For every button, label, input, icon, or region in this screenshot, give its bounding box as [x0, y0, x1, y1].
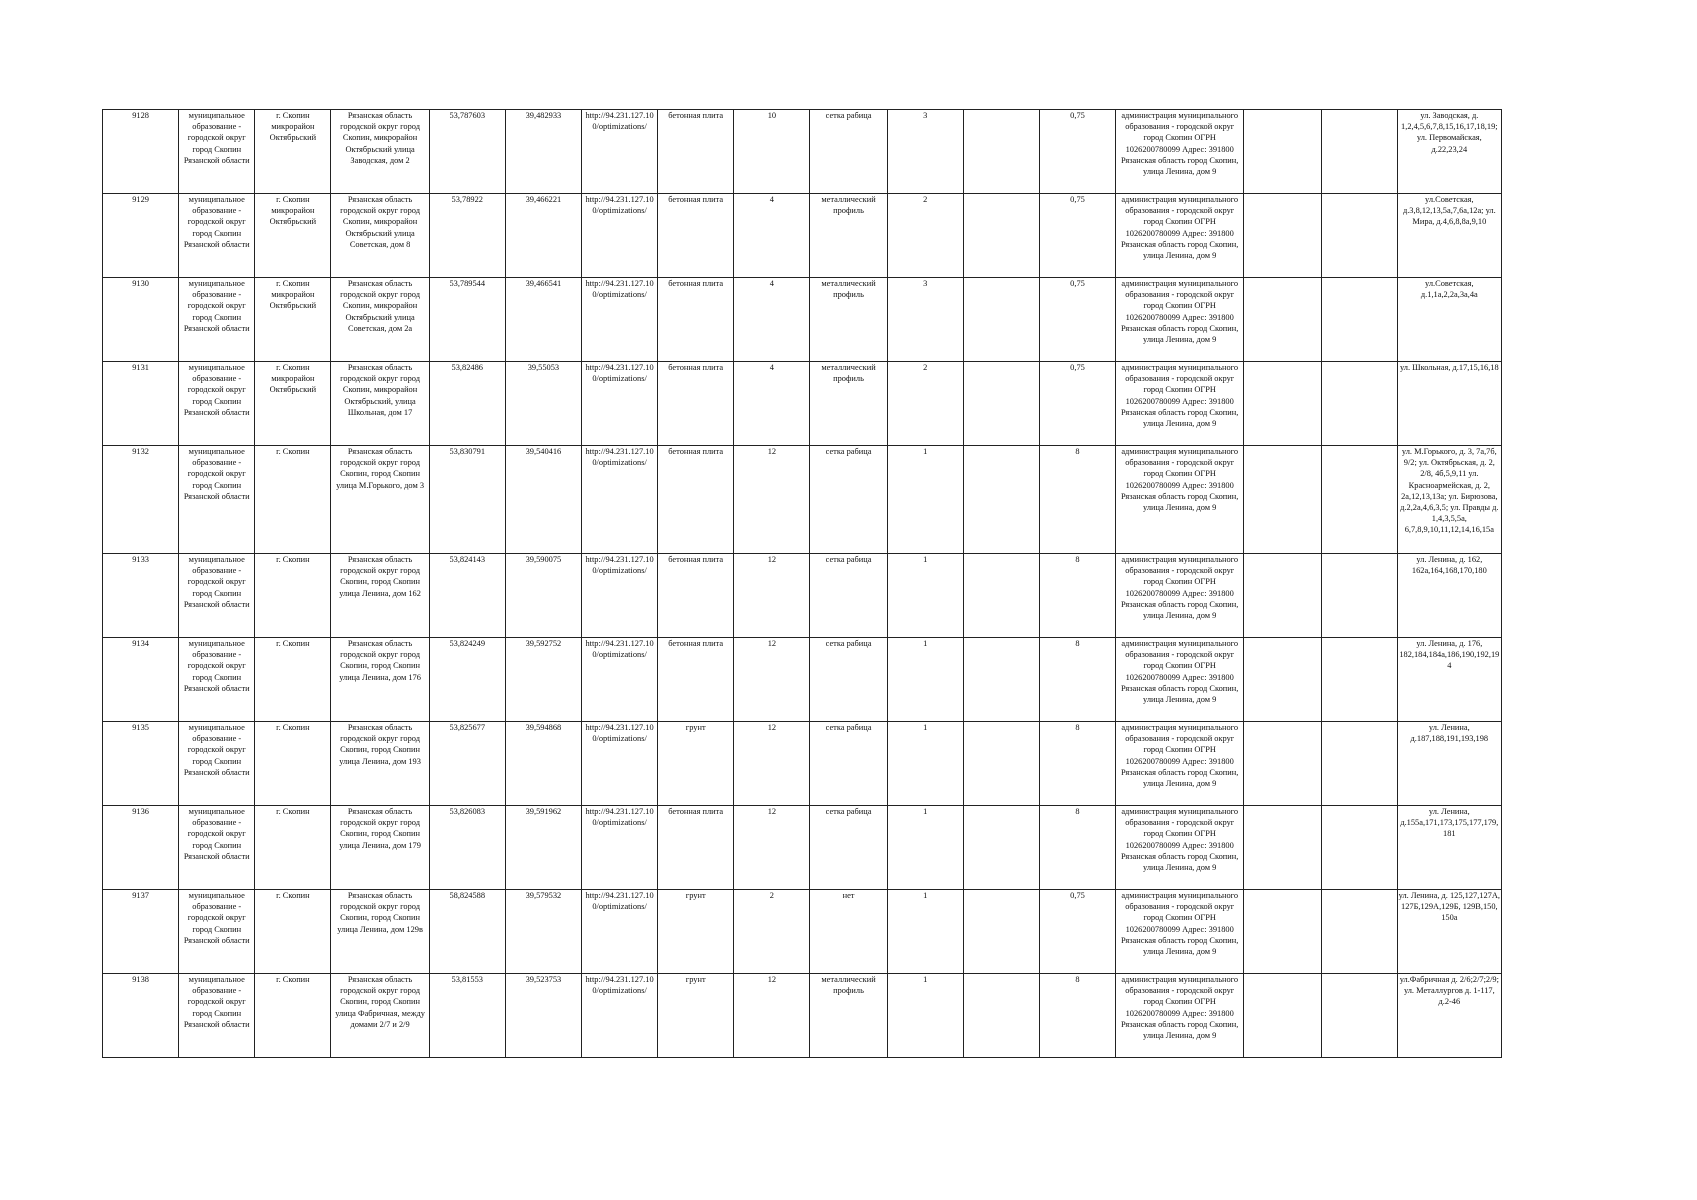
- cell-empty: [1244, 974, 1321, 1058]
- cell-longitude: 39,594868: [505, 722, 581, 806]
- cell-url: http://94.231.127.100/optimizations/: [581, 554, 657, 638]
- cell-area: 10: [734, 110, 810, 194]
- cell-served-addresses: ул. М.Горького, д. 3, 7а,7б, 9/2; ул. Октябрьская, д. 2, 2/8, 4б,5,9,11 ул. Красноармейская, д. 2, 2а,12,13,13а; ул. Бирюзова, д.2,2а,4,6,3,5; ул. Правды д. 1,4,3,5,5а, 6,7,8,9,10,11,12,14,16,15а: [1397, 446, 1501, 554]
- cell-empty: [1244, 638, 1321, 722]
- cell-locality: г. Скопин: [255, 638, 331, 722]
- cell-served-addresses: ул. Ленина, д.155а,171,173,175,177,179,181: [1397, 806, 1501, 890]
- cell-url: http://94.231.127.100/optimizations/: [581, 638, 657, 722]
- cell-surface: бетонная плита: [658, 446, 734, 554]
- cell-longitude: 39,482933: [505, 110, 581, 194]
- cell-administration: администрация муниципального образования - городской округ город Скопин ОГРН 1026200780099 Адрес: 391800 Рязанская область город Скопин, улица Ленина, дом 9: [1116, 638, 1244, 722]
- cell-owner: муниципальное образование - городской округ город Скопин Рязанской области: [179, 362, 255, 446]
- cell-longitude: 39,590075: [505, 554, 581, 638]
- cell-administration: администрация муниципального образования - городской округ город Скопин ОГРН 1026200780099 Адрес: 391800 Рязанская область город Скопин, улица Ленина, дом 9: [1116, 278, 1244, 362]
- cell-empty: [1321, 974, 1397, 1058]
- cell-address: Рязанская область городской округ город Скопин, микрорайон Октябрьский улица Заводская, дом 2: [331, 110, 429, 194]
- cell-fence: металлический профиль: [810, 974, 887, 1058]
- cell-fence: сетка рабица: [810, 554, 887, 638]
- cell-locality: г. Скопин: [255, 890, 331, 974]
- cell-owner: муниципальное образование - городской округ город Скопин Рязанской области: [179, 278, 255, 362]
- cell-administration: администрация муниципального образования - городской округ город Скопин ОГРН 1026200780099 Адрес: 391800 Рязанская область город Скопин, улица Ленина, дом 9: [1116, 554, 1244, 638]
- cell-latitude: 53,824249: [429, 638, 505, 722]
- cell-owner: муниципальное образование - городской округ город Скопин Рязанской области: [179, 722, 255, 806]
- cell-latitude: 53,78922: [429, 194, 505, 278]
- cell-url: http://94.231.127.100/optimizations/: [581, 890, 657, 974]
- table-row: [103, 806, 1502, 890]
- cell-administration: администрация муниципального образования - городской округ город Скопин ОГРН 1026200780099 Адрес: 391800 Рязанская область город Скопин, улица Ленина, дом 9: [1116, 110, 1244, 194]
- cell-surface: бетонная плита: [658, 554, 734, 638]
- cell-volume: 8: [1039, 638, 1115, 722]
- cell-containers: 1: [887, 638, 963, 722]
- cell-containers: 1: [887, 554, 963, 638]
- cell-surface: бетонная плита: [658, 362, 734, 446]
- cell-empty: [1321, 446, 1397, 554]
- cell-url: http://94.231.127.100/optimizations/: [581, 446, 657, 554]
- cell-address: Рязанская область городской округ город Скопин, город Скопин улица Ленина, дом 162: [331, 554, 429, 638]
- cell-longitude: 39,592752: [505, 638, 581, 722]
- cell-administration: администрация муниципального образования - городской округ город Скопин ОГРН 1026200780099 Адрес: 391800 Рязанская область город Скопин, улица Ленина, дом 9: [1116, 806, 1244, 890]
- cell-surface: бетонная плита: [658, 806, 734, 890]
- cell-area: 12: [734, 722, 810, 806]
- cell-volume: 0,75: [1039, 194, 1115, 278]
- cell-latitude: 53,787603: [429, 110, 505, 194]
- registry-table: [102, 109, 1502, 1058]
- cell-served-addresses: ул. Ленина, д.187,188,191,193,198: [1397, 722, 1501, 806]
- cell-surface: грунт: [658, 890, 734, 974]
- cell-containers: 1: [887, 890, 963, 974]
- table-row: [103, 722, 1502, 806]
- cell-url: http://94.231.127.100/optimizations/: [581, 110, 657, 194]
- cell-empty: [1321, 554, 1397, 638]
- cell-id: 9128: [103, 110, 179, 194]
- cell-address: Рязанская область городской округ город Скопин, микрорайон Октябрьский улица Советская, дом 8: [331, 194, 429, 278]
- cell-longitude: 39,466541: [505, 278, 581, 362]
- registry-rows: [103, 110, 1502, 1058]
- cell-address: Рязанская область городской округ город Скопин, город Скопин улица Ленина, дом 179: [331, 806, 429, 890]
- cell-surface: бетонная плита: [658, 110, 734, 194]
- cell-empty: [1244, 806, 1321, 890]
- cell-empty: [1244, 554, 1321, 638]
- cell-area: 12: [734, 554, 810, 638]
- cell-longitude: 39,466221: [505, 194, 581, 278]
- cell-id: 9138: [103, 974, 179, 1058]
- cell-empty: [1321, 638, 1397, 722]
- cell-owner: муниципальное образование - городской округ город Скопин Рязанской области: [179, 890, 255, 974]
- cell-area: 4: [734, 194, 810, 278]
- cell-id: 9134: [103, 638, 179, 722]
- cell-locality: г. Скопин микрорайон Октябрьский: [255, 194, 331, 278]
- cell-empty: [1244, 722, 1321, 806]
- cell-longitude: 39,540416: [505, 446, 581, 554]
- cell-volume: 8: [1039, 806, 1115, 890]
- cell-empty: [1321, 806, 1397, 890]
- cell-containers: 1: [887, 974, 963, 1058]
- cell-volume: 0,75: [1039, 110, 1115, 194]
- cell-id: 9137: [103, 890, 179, 974]
- cell-longitude: 39,591962: [505, 806, 581, 890]
- cell-id: 9129: [103, 194, 179, 278]
- cell-administration: администрация муниципального образования - городской округ город Скопин ОГРН 1026200780099 Адрес: 391800 Рязанская область город Скопин, улица Ленина, дом 9: [1116, 890, 1244, 974]
- cell-containers: 3: [887, 110, 963, 194]
- cell-url: http://94.231.127.100/optimizations/: [581, 806, 657, 890]
- cell-address: Рязанская область городской округ город Скопин, город Скопин улица Фабричная, между домами 2/7 и 2/9: [331, 974, 429, 1058]
- cell-id: 9131: [103, 362, 179, 446]
- cell-locality: г. Скопин микрорайон Октябрьский: [255, 278, 331, 362]
- cell-locality: г. Скопин: [255, 974, 331, 1058]
- table-row: [103, 446, 1502, 554]
- cell-containers: 1: [887, 446, 963, 554]
- cell-owner: муниципальное образование - городской округ город Скопин Рязанской области: [179, 446, 255, 554]
- table-row: [103, 362, 1502, 446]
- cell-volume: 0,75: [1039, 278, 1115, 362]
- cell-address: Рязанская область городской округ город Скопин, микрорайон Октябрьский, улица Школьная, дом 17: [331, 362, 429, 446]
- cell-administration: администрация муниципального образования - городской округ город Скопин ОГРН 1026200780099 Адрес: 391800 Рязанская область город Скопин, улица Ленина, дом 9: [1116, 362, 1244, 446]
- cell-address: Рязанская область городской округ город Скопин, город Скопин улица Ленина, дом 129в: [331, 890, 429, 974]
- cell-surface: бетонная плита: [658, 638, 734, 722]
- cell-surface: грунт: [658, 974, 734, 1058]
- cell-fence: сетка рабица: [810, 638, 887, 722]
- cell-containers: 2: [887, 362, 963, 446]
- cell-containers: 2: [887, 194, 963, 278]
- cell-owner: муниципальное образование - городской округ город Скопин Рязанской области: [179, 806, 255, 890]
- cell-empty: [963, 806, 1039, 890]
- cell-empty: [963, 446, 1039, 554]
- cell-latitude: 53,824143: [429, 554, 505, 638]
- cell-empty: [963, 974, 1039, 1058]
- cell-area: 12: [734, 638, 810, 722]
- cell-volume: 8: [1039, 446, 1115, 554]
- cell-volume: 0,75: [1039, 890, 1115, 974]
- cell-url: http://94.231.127.100/optimizations/: [581, 194, 657, 278]
- cell-administration: администрация муниципального образования - городской округ город Скопин ОГРН 1026200780099 Адрес: 391800 Рязанская область город Скопин, улица Ленина, дом 9: [1116, 974, 1244, 1058]
- cell-locality: г. Скопин: [255, 554, 331, 638]
- cell-id: 9135: [103, 722, 179, 806]
- cell-empty: [963, 278, 1039, 362]
- table-row: [103, 638, 1502, 722]
- cell-fence: сетка рабица: [810, 110, 887, 194]
- cell-empty: [1244, 278, 1321, 362]
- cell-volume: 8: [1039, 722, 1115, 806]
- cell-volume: 8: [1039, 974, 1115, 1058]
- cell-containers: 1: [887, 722, 963, 806]
- cell-owner: муниципальное образование - городской округ город Скопин Рязанской области: [179, 974, 255, 1058]
- cell-fence: сетка рабица: [810, 446, 887, 554]
- cell-fence: сетка рабица: [810, 806, 887, 890]
- cell-empty: [963, 890, 1039, 974]
- cell-served-addresses: ул. Школьная, д.17,15,16,18: [1397, 362, 1501, 446]
- cell-volume: 0,75: [1039, 362, 1115, 446]
- cell-latitude: 53,830791: [429, 446, 505, 554]
- cell-empty: [1244, 362, 1321, 446]
- cell-fence: нет: [810, 890, 887, 974]
- cell-locality: г. Скопин: [255, 446, 331, 554]
- table-row: [103, 974, 1502, 1058]
- cell-surface: бетонная плита: [658, 278, 734, 362]
- cell-address: Рязанская область городской округ город Скопин, город Скопин улица Ленина, дом 193: [331, 722, 429, 806]
- cell-served-addresses: ул. Заводская, д. 1,2,4,5,6,7,8,15,16,17,18,19; ул. Первомайская, д.22,23,24: [1397, 110, 1501, 194]
- cell-empty: [1244, 110, 1321, 194]
- cell-empty: [1244, 446, 1321, 554]
- cell-locality: г. Скопин: [255, 806, 331, 890]
- cell-containers: 3: [887, 278, 963, 362]
- table-row: [103, 278, 1502, 362]
- cell-administration: администрация муниципального образования - городской округ город Скопин ОГРН 1026200780099 Адрес: 391800 Рязанская область город Скопин, улица Ленина, дом 9: [1116, 722, 1244, 806]
- cell-administration: администрация муниципального образования - городской округ город Скопин ОГРН 1026200780099 Адрес: 391800 Рязанская область город Скопин, улица Ленина, дом 9: [1116, 446, 1244, 554]
- cell-empty: [963, 554, 1039, 638]
- cell-fence: сетка рабица: [810, 722, 887, 806]
- cell-id: 9136: [103, 806, 179, 890]
- cell-id: 9130: [103, 278, 179, 362]
- cell-id: 9132: [103, 446, 179, 554]
- cell-latitude: 58,824588: [429, 890, 505, 974]
- cell-owner: муниципальное образование - городской округ город Скопин Рязанской области: [179, 110, 255, 194]
- table-row: [103, 554, 1502, 638]
- cell-latitude: 53,82486: [429, 362, 505, 446]
- cell-longitude: 39,55053: [505, 362, 581, 446]
- cell-fence: металлический профиль: [810, 362, 887, 446]
- cell-empty: [1321, 194, 1397, 278]
- table-row: [103, 194, 1502, 278]
- cell-locality: г. Скопин: [255, 722, 331, 806]
- cell-area: 12: [734, 974, 810, 1058]
- cell-served-addresses: ул. Ленина, д. 162, 162а,164,168,170,180: [1397, 554, 1501, 638]
- cell-empty: [963, 638, 1039, 722]
- cell-empty: [963, 110, 1039, 194]
- cell-longitude: 39,579532: [505, 890, 581, 974]
- cell-url: http://94.231.127.100/optimizations/: [581, 974, 657, 1058]
- cell-address: Рязанская область городской округ город Скопин, город Скопин улица М.Горького, дом 3: [331, 446, 429, 554]
- cell-area: 4: [734, 278, 810, 362]
- cell-empty: [1321, 278, 1397, 362]
- cell-empty: [1321, 890, 1397, 974]
- cell-area: 12: [734, 446, 810, 554]
- cell-area: 12: [734, 806, 810, 890]
- cell-administration: администрация муниципального образования - городской округ город Скопин ОГРН 1026200780099 Адрес: 391800 Рязанская область город Скопин, улица Ленина, дом 9: [1116, 194, 1244, 278]
- table-row: [103, 110, 1502, 194]
- cell-empty: [1321, 110, 1397, 194]
- cell-surface: бетонная плита: [658, 194, 734, 278]
- cell-volume: 8: [1039, 554, 1115, 638]
- cell-latitude: 53,826083: [429, 806, 505, 890]
- cell-served-addresses: ул.Советская, д.1,1а,2,2а,3а,4а: [1397, 278, 1501, 362]
- cell-served-addresses: ул. Ленина, д. 125,127,127А, 127Б,129А,129Б, 129В,150, 150а: [1397, 890, 1501, 974]
- cell-url: http://94.231.127.100/optimizations/: [581, 722, 657, 806]
- cell-latitude: 53,81553: [429, 974, 505, 1058]
- cell-url: http://94.231.127.100/optimizations/: [581, 362, 657, 446]
- cell-empty: [963, 362, 1039, 446]
- cell-url: http://94.231.127.100/optimizations/: [581, 278, 657, 362]
- cell-served-addresses: ул. Ленина, д. 176, 182,184,184а,186,190,192,194: [1397, 638, 1501, 722]
- cell-owner: муниципальное образование - городской округ город Скопин Рязанской области: [179, 194, 255, 278]
- cell-address: Рязанская область городской округ город Скопин, микрорайон Октябрьский улица Советская, дом 2а: [331, 278, 429, 362]
- cell-empty: [1244, 194, 1321, 278]
- cell-empty: [963, 194, 1039, 278]
- cell-area: 4: [734, 362, 810, 446]
- cell-empty: [1321, 722, 1397, 806]
- cell-locality: г. Скопин микрорайон Октябрьский: [255, 362, 331, 446]
- cell-owner: муниципальное образование - городской округ город Скопин Рязанской области: [179, 554, 255, 638]
- cell-served-addresses: ул.Фабричная д. 2/6;2/7;2/9; ул. Металлургов д. 1-117, д.2-46: [1397, 974, 1501, 1058]
- cell-fence: металлический профиль: [810, 194, 887, 278]
- table-row: [103, 890, 1502, 974]
- cell-latitude: 53,825677: [429, 722, 505, 806]
- cell-surface: грунт: [658, 722, 734, 806]
- cell-empty: [1244, 890, 1321, 974]
- cell-locality: г. Скопин микрорайон Октябрьский: [255, 110, 331, 194]
- cell-owner: муниципальное образование - городской округ город Скопин Рязанской области: [179, 638, 255, 722]
- cell-longitude: 39,523753: [505, 974, 581, 1058]
- cell-area: 2: [734, 890, 810, 974]
- cell-id: 9133: [103, 554, 179, 638]
- cell-latitude: 53,789544: [429, 278, 505, 362]
- cell-empty: [963, 722, 1039, 806]
- cell-served-addresses: ул.Советская, д.3,8,12,13,5а,7,6а,12а; ул. Мира, д.4,6,8,8а,9,10: [1397, 194, 1501, 278]
- cell-empty: [1321, 362, 1397, 446]
- cell-fence: металлический профиль: [810, 278, 887, 362]
- cell-address: Рязанская область городской округ город Скопин, город Скопин улица Ленина, дом 176: [331, 638, 429, 722]
- cell-containers: 1: [887, 806, 963, 890]
